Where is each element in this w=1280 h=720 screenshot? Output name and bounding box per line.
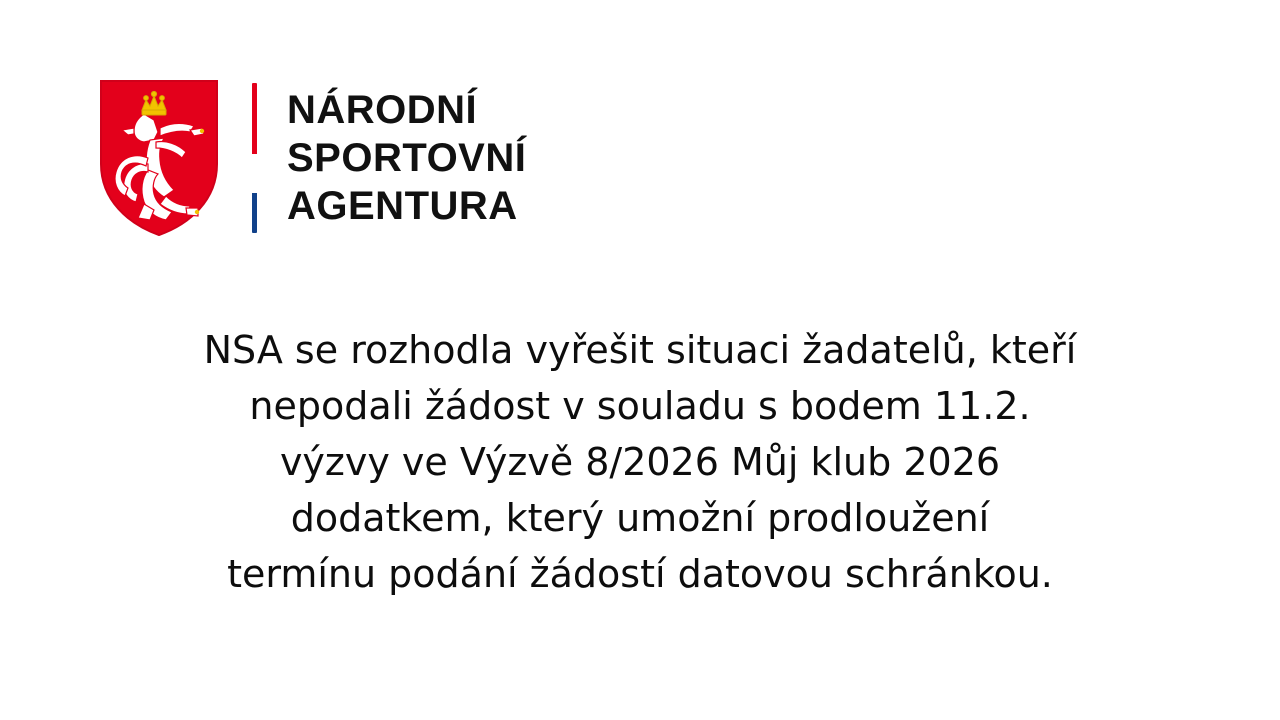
headline-line-5: termínu podání žádostí datovou schránkou. [227, 552, 1053, 596]
nsa-logo [98, 78, 526, 238]
logo-wordmark [287, 86, 526, 230]
headline-line-4: dodatkem, který umožní prodloužení [290, 496, 990, 540]
headline-line-3: výzvy ve Výzvě 8/2026 Můj klub 2026 [279, 440, 1001, 484]
announcement-headline [0, 322, 1280, 602]
headline-line-2: nepodali žádost v souladu s bodem 11.2. [249, 384, 1031, 428]
wordmark-line-1: NÁRODNÍ [287, 88, 478, 132]
divider-segment-white [252, 154, 257, 193]
divider-segment-blue [252, 193, 257, 234]
wordmark-line-2: SPORTOVNÍ [287, 136, 527, 180]
wordmark-line-3: AGENTURA [287, 184, 518, 228]
czech-lion-coat-of-arms-icon [98, 78, 220, 238]
tricolor-divider [252, 83, 257, 233]
divider-segment-red [252, 83, 257, 154]
headline-line-1: NSA se rozhodla vyřešit situaci žadatelů, kteří [203, 328, 1077, 372]
